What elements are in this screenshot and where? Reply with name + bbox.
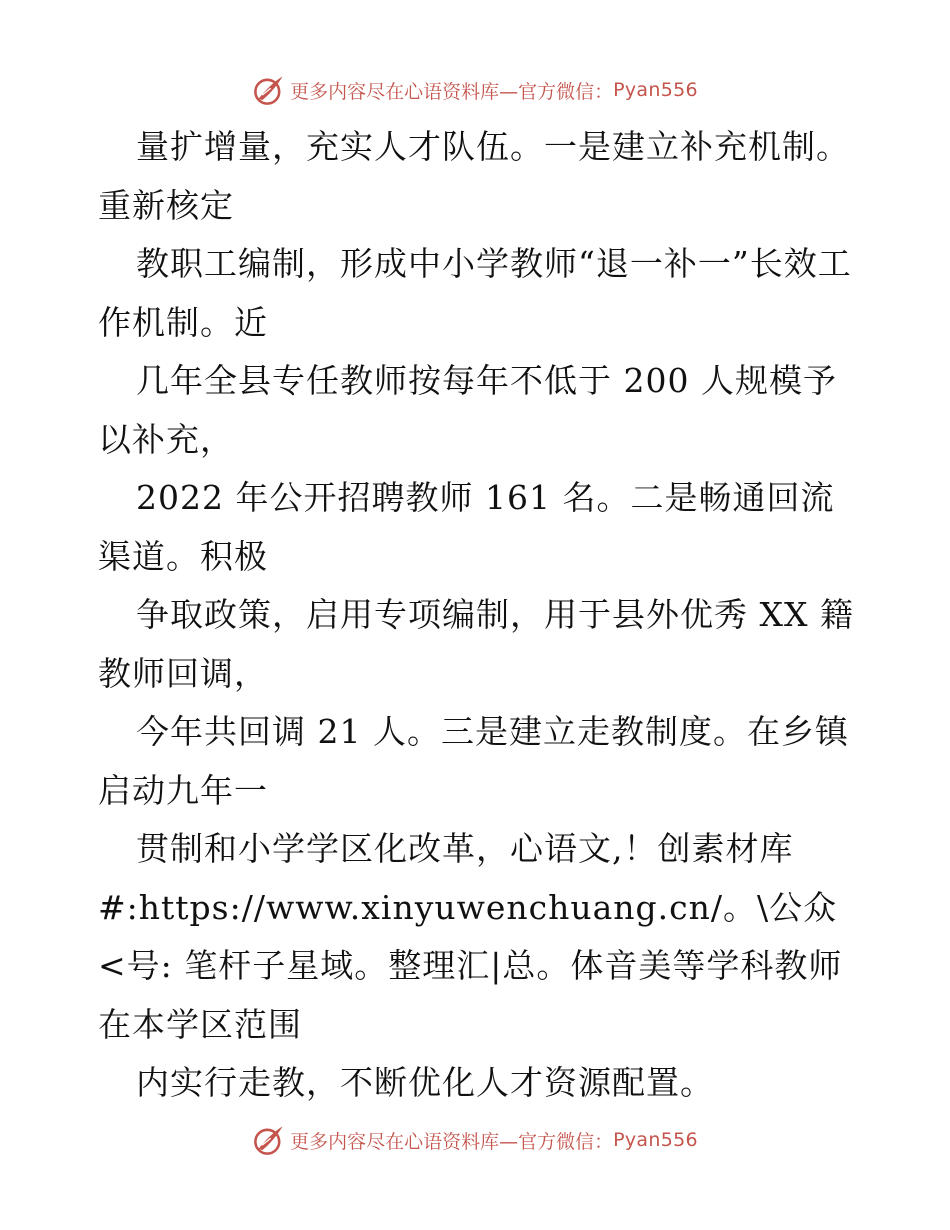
header-banner	[0, 70, 950, 110]
header-banner-text: 更多内容尽在心语资料库—官方微信：	[290, 80, 614, 103]
paragraph: 量扩增量，充实人才队伍。一是建立补充机制。重新核定	[98, 127, 850, 225]
paragraph: 2022 年公开招聘教师 161 名。二是畅通回流渠道。积极	[98, 478, 835, 576]
paragraph: 争取政策，启用专项编制，用于县外优秀 XX 籍教师回调，	[98, 595, 854, 693]
feather-logo-icon	[252, 1123, 286, 1157]
paragraph: 几年全县专任教师按每年不低于 200 人规模予以补充，	[98, 361, 837, 459]
paragraph: 贯制和小学学区化改革，心语文,！创素材库#:https://www.xinyuwenchuang.cn/。\公众<号: 笔杆子星域。整理汇|总。体音美等学科教师在本学区范围	[98, 829, 843, 1044]
header-wechat-id: Pyan556	[613, 79, 698, 101]
footer-wechat-id: Pyan556	[613, 1129, 698, 1151]
paragraph: 教职工编制，形成中小学教师“退一补一”长效工作机制。近	[98, 244, 852, 342]
feather-logo-icon	[252, 73, 286, 107]
footer-banner-text: 更多内容尽在心语资料库—官方微信：	[290, 1130, 614, 1153]
footer-banner	[0, 1120, 950, 1160]
document-body	[98, 118, 858, 1113]
paragraph: 内实行走教，不断优化人才资源配置。	[136, 1063, 714, 1102]
paragraph: 今年共回调 21 人。三是建立走教制度。在乡镇启动九年一	[98, 712, 849, 810]
